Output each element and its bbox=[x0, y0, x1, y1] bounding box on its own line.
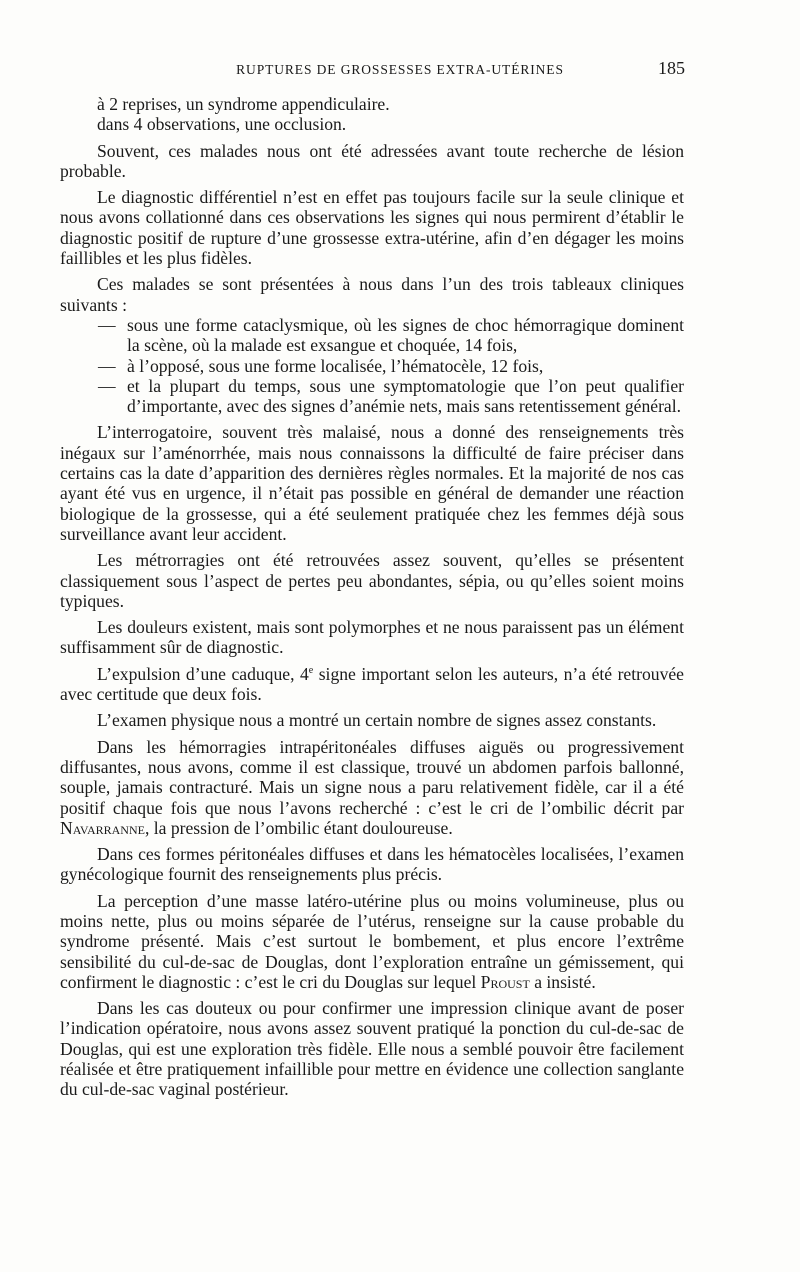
list-continuation-line: à 2 reprises, un syndrome appendiculaire. bbox=[97, 94, 390, 114]
body-text bbox=[60, 94, 684, 1100]
text-run: La perception d’une masse latéro-utérine plus ou moins volumineuse, plus ou moins nette, plus ou moins séparée de l’utérus, renseigne sur la cause probable du syndrome présenté. Mais c’est surtout le bombement, et plus encore l’extrême sensibilité du cul-de-sac de Douglas, dont l’exploration entraîne un gémissement, qui confirment le diagnostic : c’est le cri du Douglas sur lequel bbox=[60, 890, 684, 992]
text-run: a insisté. bbox=[529, 971, 596, 992]
dash-marker: — bbox=[98, 375, 116, 396]
paragraph: Les métrorragies ont été retrouvées assez souvent, qu’elles se présentent classiquement sous l’aspect de pertes peu abondantes, sépia, ou qu’elles soient moins typiques. bbox=[60, 550, 684, 611]
paragraph: L’interrogatoire, souvent très malaisé, nous a donné des renseignements très inégaux sur l’aménorrhée, mais nous connaissons la difficulté de faire préciser dans certains cas la date d’apparition des dernières règles normales. Et la majorité de nos cas ayant été vus en urgence, il n’était pas possible en général de demander une réaction biologique de la grossesse, qui a été seulement pratiquée chez les femmes déjà sous surveillance avant leur accident. bbox=[60, 422, 684, 544]
list-item bbox=[60, 356, 684, 376]
page-number: 185 bbox=[658, 58, 685, 78]
paragraph bbox=[60, 737, 684, 838]
text-run: L’expulsion d’une caduque, 4 bbox=[97, 663, 309, 684]
paragraph bbox=[60, 664, 684, 705]
list-item-text: sous une forme cataclysmique, où les signes de choc hémorragique dominent la scène, où la malade est exsangue et choquée, 14 fois, bbox=[127, 314, 684, 356]
text-run: , la pression de l’ombilic étant douloureuse. bbox=[144, 817, 453, 838]
list-item bbox=[60, 315, 684, 356]
clinical-forms-list bbox=[60, 315, 684, 416]
text-run: signe important selon les auteurs, n’a été retrouvée avec certitude que deux fois. bbox=[60, 663, 684, 705]
dash-marker: — bbox=[98, 355, 116, 376]
paragraph: Dans ces formes péritonéales diffuses et dans les hématocèles localisées, l’examen gynécologique fournit des renseignements plus précis. bbox=[60, 844, 684, 885]
author-name: Navarranne bbox=[60, 817, 145, 838]
superscript: e bbox=[308, 664, 314, 676]
list-item-text: et la plupart du temps, sous une symptomatologie que l’on peut qualifier d’importante, avec des signes d’anémie nets, mais sans retentissement général. bbox=[127, 375, 684, 417]
list-continuation-line: dans 4 observations, une occlusion. bbox=[97, 114, 347, 135]
paragraph bbox=[60, 891, 684, 992]
author-name: Proust bbox=[480, 971, 530, 992]
list-item-text: à l’opposé, sous une forme localisée, l’hématocèle, 12 fois, bbox=[127, 355, 544, 376]
paragraph: Dans les cas douteux ou pour confirmer une impression clinique avant de poser l’indication opératoire, nous avons assez souvent pratiqué la ponction du cul-de-sac de Douglas, qui est une exploration très fidèle. Elle nous a semblé pouvoir être facilement réalisée et être pratiquement infaillible pour mettre en évidence une collection sanglante du cul-de-sac vaginal postérieur. bbox=[60, 998, 684, 1100]
paragraph: Souvent, ces malades nous ont été adressées avant toute recherche de lésion probable. bbox=[60, 140, 684, 181]
text-run: Dans les hémorragies intrapéritonéales diffuses aiguës ou progressivement diffusantes, nous avons, comme il est classique, trouvé un abdomen parfois ballonné, souple, jamais contracturé. Mais un signe nous a paru relativement fidèle, car il a été positif chaque fois que nous l’avons recherché : c’est le cri de l’ombilic décrit par bbox=[60, 736, 684, 818]
paragraph: Les douleurs existent, mais sont polymorphes et ne nous paraissent pas un élément suffisamment sûr de diagnostic. bbox=[60, 617, 684, 658]
paragraph: Le diagnostic différentiel n’est en effet pas toujours facile sur la seule clinique et nous avons collationné dans ces observations les signes qui nous permirent d’établir le diagnostic positif de rupture d’une grossesse extra-utérine, afin d’en dégager les moins faillibles et les plus fidèles. bbox=[60, 187, 684, 269]
list-item bbox=[60, 376, 684, 417]
paragraph: Ces malades se sont présentées à nous dans l’un des trois tableaux cliniques suivants : bbox=[60, 274, 684, 315]
running-title: RUPTURES DE GROSSESSES EXTRA-UTÉRINES bbox=[236, 62, 564, 77]
dash-marker: — bbox=[98, 314, 116, 335]
paragraph: L’examen physique nous a montré un certain nombre de signes assez constants. bbox=[97, 710, 657, 731]
